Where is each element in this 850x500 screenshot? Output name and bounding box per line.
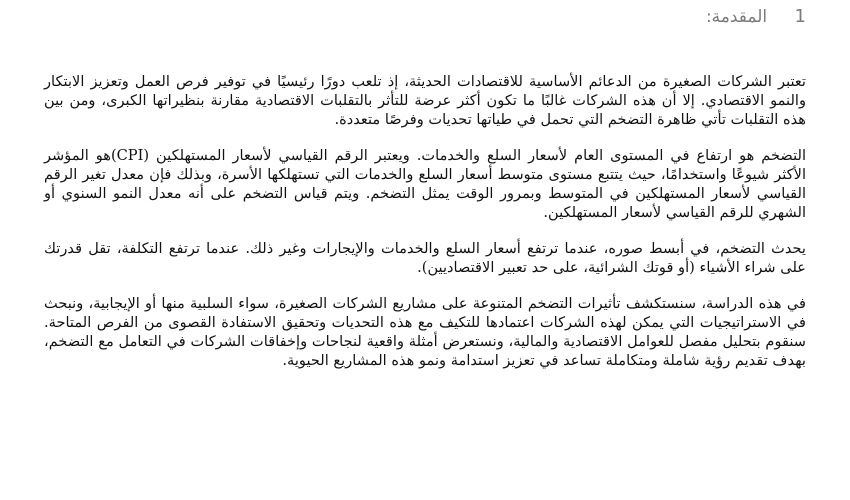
paragraph-inflation-simple: يحدث التضخم، في أبسط صوره، عندما ترتفع أسعار السلع والخدمات والإيجارات وغير ذلك. عندما ترتفع التكلفة، تقل قدرتك على شراء الأشياء (أو قوتك الشرائية، على حد تعبير الاقتصاديين). bbox=[44, 240, 806, 276]
heading-number: 1 bbox=[794, 6, 806, 27]
section-heading bbox=[706, 6, 806, 27]
document-body bbox=[44, 72, 806, 387]
paragraph-intro: تعتبر الشركات الصغيرة من الدعائم الأساسية للاقتصادات الحديثة، إذ تلعب دورًا رئيسيًا في توفير فرص العمل وتعزيز الابتكار والنمو الاقتصادي. إلا أن هذه الشركات غالبًا ما تكون أكثر عرضة للتأثر بالتقلبات الاقتصادية مقارنة بنظيراتها الكبرى، ومن بين هذه التقلبات تأتي ظاهرة التضخم التي تحمل في طياتها تحديات وفرصًا متعددة. bbox=[44, 73, 806, 128]
paragraph-inflation-definition: التضخم هو ارتفاع في المستوى العام لأسعار السلع والخدمات. ويعتبر الرقم القياسي لأسعار المستهلكين (CPI)هو المؤشر الأكثر شيوعًا واستخدامًا، حيث يتتبع مستوى متوسط أسعار السلع والخدمات التي تستهلكها الأسرة، وبذلك فإن معدل تغير الرقم القياسي لأسعار المستهلكين في المتوسط وبمرور الوقت يمثل التضخم. ويتم قياس التضخم على أنه معدل النمو السنوي أو الشهري للرقم القياسي لأسعار المستهلكين. bbox=[44, 147, 806, 221]
heading-title: المقدمة: bbox=[705, 7, 768, 27]
paragraph-study-scope: في هذه الدراسة، سنستكشف تأثيرات التضخم المتنوعة على مشاريع الشركات الصغيرة، سواء السلبية منها أو الإيجابية، ونبحث في الاستراتيجيات التي يمكن لهذه الشركات اعتمادها للتكيف مع هذه التحديات وتحقيق الاستفادة القصوى من الفرص المتاحة. سنقوم بتحليل مفصل للعوامل الاقتصادية والمالية، ونستعرض أمثلة واقعية لنجاحات وإخفاقات الشركات في التعامل مع التضخم، بهدف تقديم رؤية شاملة ومتكاملة تساعد في تعزيز استدامة ونمو هذه المشاريع الحيوية. bbox=[44, 295, 806, 369]
